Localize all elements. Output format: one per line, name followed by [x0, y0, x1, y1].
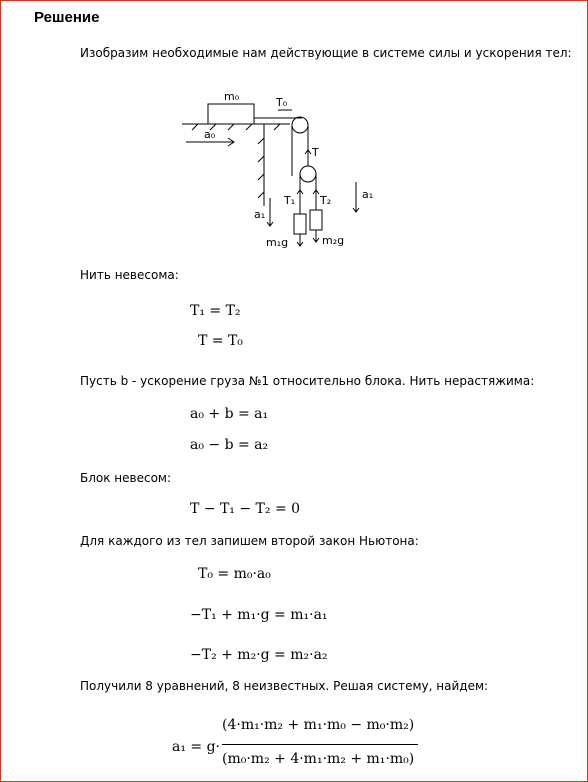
equation-7: −T₁ + m₁·g = m₁·a₁	[190, 607, 328, 623]
newton-text: Для каждого из тел запишем второй закон Ньютона:	[80, 534, 419, 548]
b-definition-text: Пусть b - ускорение груза №1 относительно блока. Нить нерастяжима:	[80, 374, 535, 388]
label-m2g: m₂g	[322, 234, 345, 247]
formula-lhs: a₁ = g·	[172, 739, 221, 755]
mass-m2	[310, 210, 322, 230]
label-a1-right: a₁	[362, 188, 374, 201]
equation-2: T = T₀	[198, 333, 243, 349]
equation-3: a₀ + b = a₁	[190, 406, 269, 422]
page-title: Решение	[34, 9, 100, 26]
equation-1: T₁ = T₂	[190, 303, 241, 319]
fixed-pulley	[292, 117, 308, 133]
label-a0: a₀	[204, 128, 216, 141]
label-T0: T₀	[276, 96, 288, 109]
result-text: Получили 8 уравнений, 8 неизвестных. Решая систему, найдем:	[80, 679, 489, 693]
label-T1: T₁	[284, 194, 296, 207]
formula-denominator: (m₀·m₂ + 4·m₁·m₂ + m₁·m₀)	[222, 751, 415, 767]
force-diagram	[180, 86, 380, 256]
intro-text: Изобразим необходимые нам действующие в системе силы и ускорения тел:	[80, 46, 572, 60]
label-T2: T₂	[320, 194, 332, 207]
label-m1g: m₁g	[266, 236, 289, 249]
equation-8: −T₂ + m₂·g = m₂·a₂	[190, 647, 328, 663]
mass-m1	[294, 214, 306, 234]
equation-6: T₀ = m₀·a₀	[198, 566, 271, 582]
weightless-block-text: Блок невесом:	[80, 471, 172, 485]
weightless-thread-text: Нить невесома:	[80, 268, 179, 282]
block-m0	[208, 104, 254, 124]
movable-pulley	[300, 166, 316, 182]
label-T: T	[312, 146, 319, 159]
label-m0: m₀	[224, 90, 240, 103]
formula-numerator: (4·m₁·m₂ + m₁·m₀ − m₀·m₂)	[222, 717, 415, 733]
label-a1-left: a₁	[254, 208, 266, 221]
equation-5: T − T₁ − T₂ = 0	[190, 501, 301, 517]
equation-4: a₀ − b = a₂	[190, 437, 269, 453]
fraction-bar	[222, 744, 418, 745]
